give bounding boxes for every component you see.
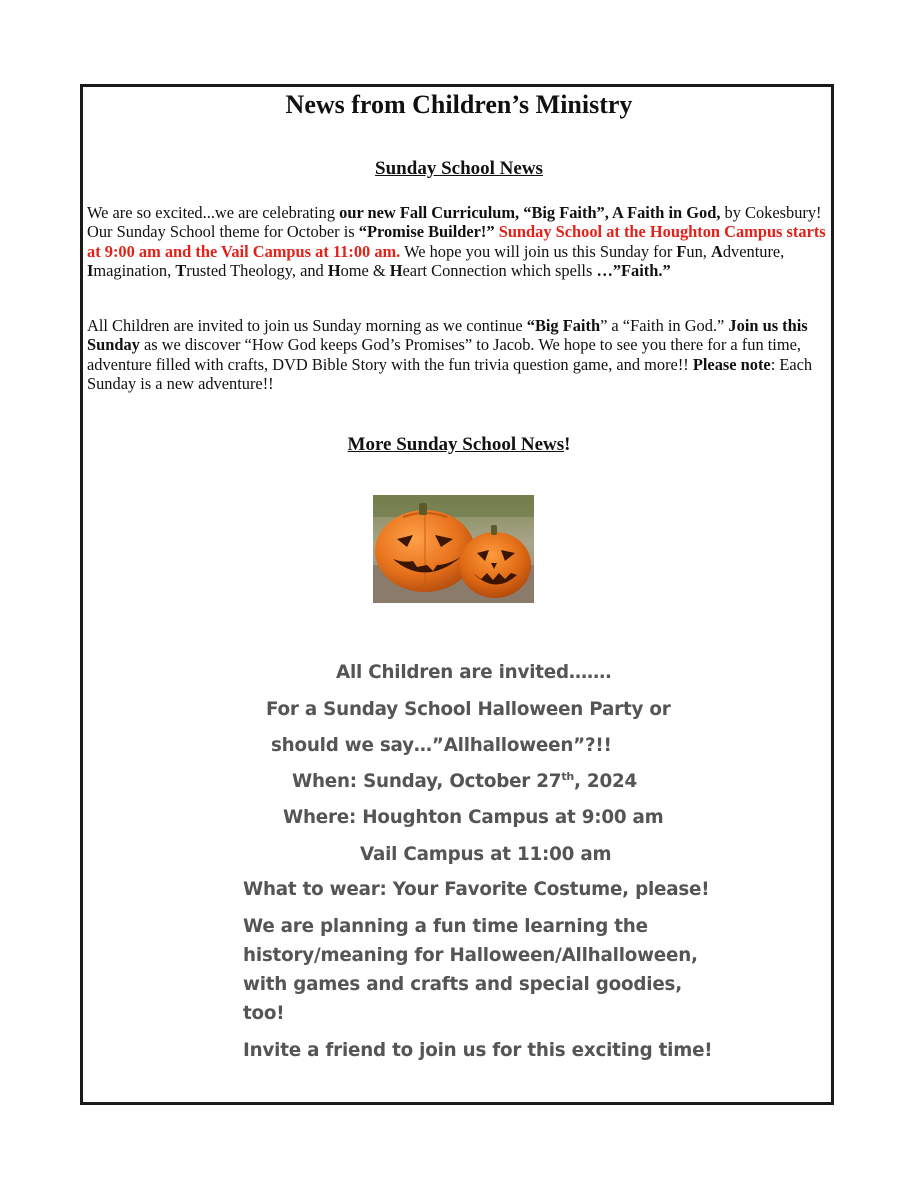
flyer-line-allhalloween: should we say…”Allhalloween”?!! [271,735,612,756]
flyer-line-when [292,771,637,792]
flyer-line-plan-2: history/meaning for Halloween/Allhalloween, [243,945,698,966]
flyer-line-what-to-wear: What to wear: Your Favorite Costume, please! [243,879,710,900]
bold-run: Please note [692,354,771,374]
flyer-line-plan-4: too! [243,1003,285,1024]
paragraph-curriculum [87,203,832,280]
bold-run: “Big Faith [526,316,601,335]
acronym-letter: A [711,241,723,261]
text-run: dventure, [722,241,785,261]
text-run: rusted Theology, and [186,260,328,280]
jack-o-lantern-illustration [373,495,534,603]
text-run: We hope you will join us this Sunday for [400,241,677,261]
flyer-line-plan-1: We are planning a fun time learning the [243,916,648,937]
flyer-line-plan-3: with games and crafts and special goodies, [243,974,682,995]
more-news-heading [0,434,918,456]
flyer-line-where-houghton: Where: Houghton Campus at 9:00 am [283,807,664,828]
text-run: We are so excited...we are celebrating [87,203,340,222]
flyer-line-invited: All Children are invited……. [336,662,612,683]
when-year-text: , 2024 [574,771,638,792]
text-run: ome & [340,260,390,280]
text-run: : Each Sunday is a new adventure!! [87,354,813,393]
acronym-letter: H [327,260,341,280]
text-run: by Cokesbury! Our Sunday School theme for October is [87,203,822,242]
flyer-line-where-vail: Vail Campus at 11:00 am [360,844,612,865]
more-news-heading-suffix: ! [564,434,571,455]
text-run: ” a “Faith in God.” [600,316,729,335]
bold-run: Join us this Sunday [87,316,808,355]
acronym-letter: H [389,260,403,280]
text-run: un, [686,241,711,261]
text-run: eart Connection which spells [402,260,597,280]
pumpkin-photo [373,495,534,603]
acronym-letter: T [175,260,187,280]
paragraph-invitation [87,316,832,393]
bold-run: “Promise Builder!” [358,222,495,242]
sunday-school-news-heading: Sunday School News [375,158,543,179]
flyer-line-invite-friend: Invite a friend to join us for this exciting time! [243,1040,713,1061]
more-news-heading-text: More Sunday School News [347,434,565,455]
text-run: All Children are invited to join us Sunday morning as we continue [87,316,527,335]
flyer-line-party: For a Sunday School Halloween Party or [266,699,671,720]
when-date-text: When: Sunday, October 27 [292,771,562,792]
page-title: News from Children’s Ministry [285,90,633,119]
campus-times-highlight: Sunday School at the Houghton Campus starts at 9:00 am and the Vail Campus at 11:00 am. [87,222,826,261]
text-run: magination, [93,260,176,280]
bold-run: our new Fall Curriculum, “Big Faith”, A Faith in God, [339,203,721,222]
date-ordinal: th [561,770,575,783]
bold-run: …”Faith.” [596,260,671,280]
text-run: as we discover “How God keeps God’s Promises” to Jacob. We hope to see you there for a fun time, adventure filled with crafts, DVD Bible Story with the fun trivia question game, and more!! [87,335,801,374]
acronym-letter: F [676,241,687,261]
acronym-letter: I [87,260,94,280]
